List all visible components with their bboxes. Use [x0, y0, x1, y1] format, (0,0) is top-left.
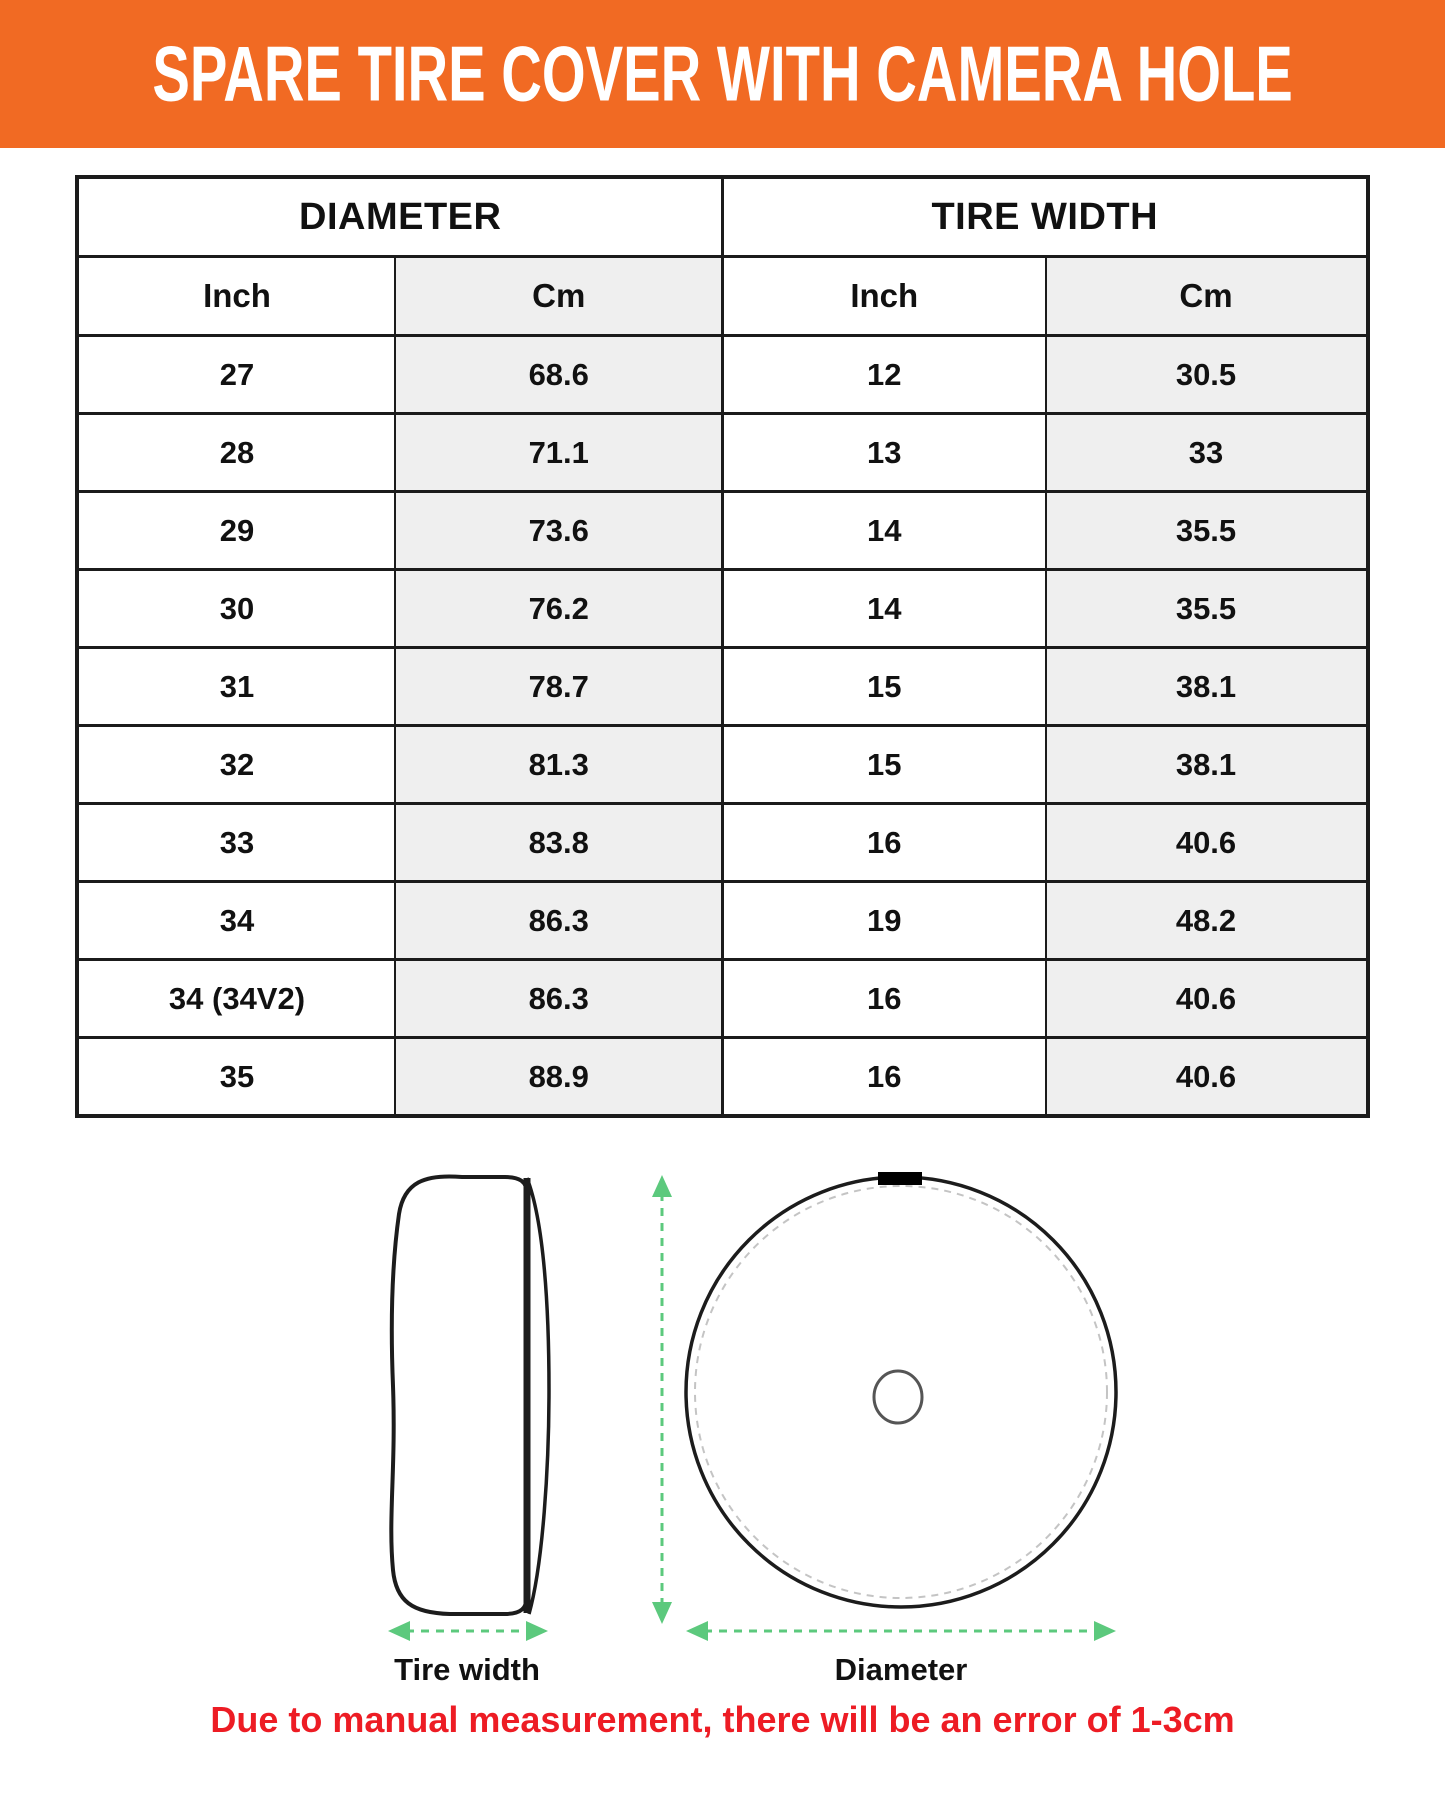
width-inch-cell: 13: [723, 414, 1046, 492]
table-row: [77, 726, 1367, 804]
diameter-cm-header: Cm: [395, 257, 722, 336]
diameter-inch-cell: 35: [77, 1038, 395, 1117]
tire-width-label: Tire width: [394, 1652, 540, 1687]
measurement-diagram: [0, 1118, 1445, 1693]
table-row: [77, 804, 1367, 882]
diameter-cm-cell: 83.8: [395, 804, 722, 882]
title-banner: [0, 0, 1445, 148]
measurement-disclaimer: Due to manual measurement, there will be an error of 1-3cm: [210, 1699, 1235, 1740]
diameter-inch-cell: 27: [77, 336, 395, 414]
width-inch-header: Inch: [723, 257, 1046, 336]
width-inch-cell: 14: [723, 492, 1046, 570]
tire-side-outline: [391, 1176, 527, 1614]
width-inch-cell: 19: [723, 882, 1046, 960]
diameter-inch-cell: 34: [77, 882, 395, 960]
width-inch-cell: 16: [723, 1038, 1046, 1117]
page-title: SPARE TIRE COVER WITH CAMERA HOLE: [152, 30, 1293, 118]
width-cm-cell: 33: [1046, 414, 1368, 492]
diameter-cm-cell: 78.7: [395, 648, 722, 726]
table-group-header-row: [77, 177, 1367, 257]
width-cm-cell: 35.5: [1046, 492, 1368, 570]
diameter-label: Diameter: [834, 1652, 968, 1687]
width-cm-cell: 38.1: [1046, 726, 1368, 804]
table-row: [77, 492, 1367, 570]
table-column-header-row: [77, 257, 1367, 336]
size-chart-table: [75, 175, 1369, 1118]
width-inch-cell: 14: [723, 570, 1046, 648]
table-row: [77, 648, 1367, 726]
tire-width-group-header: TIRE WIDTH: [723, 177, 1368, 257]
diameter-inch-cell: 30: [77, 570, 395, 648]
table-row: [77, 882, 1367, 960]
width-inch-cell: 12: [723, 336, 1046, 414]
diameter-inch-cell: 29: [77, 492, 395, 570]
width-cm-cell: 40.6: [1046, 804, 1368, 882]
width-cm-header: Cm: [1046, 257, 1368, 336]
diameter-inch-cell: 32: [77, 726, 395, 804]
table-row: [77, 336, 1367, 414]
width-cm-cell: 48.2: [1046, 882, 1368, 960]
width-cm-cell: 40.6: [1046, 960, 1368, 1038]
diameter-inch-header: Inch: [77, 257, 395, 336]
width-cm-cell: 38.1: [1046, 648, 1368, 726]
table-row: [77, 570, 1367, 648]
tire-side-view: [391, 1176, 549, 1614]
diameter-inch-cell: 31: [77, 648, 395, 726]
width-inch-cell: 15: [723, 648, 1046, 726]
tire-width-arrow: [388, 1621, 548, 1641]
top-notch: [878, 1172, 922, 1185]
width-cm-cell: 40.6: [1046, 1038, 1368, 1117]
tire-front-view: [686, 1172, 1116, 1607]
table-row: [77, 1038, 1367, 1117]
diameter-cm-cell: 71.1: [395, 414, 722, 492]
diameter-inch-cell: 34 (34V2): [77, 960, 395, 1038]
diameter-arrow: [686, 1621, 1116, 1641]
width-cm-cell: 35.5: [1046, 570, 1368, 648]
vertical-diameter-arrow: [652, 1175, 672, 1624]
diameter-cm-cell: 68.6: [395, 336, 722, 414]
camera-hole: [874, 1371, 922, 1423]
width-inch-cell: 15: [723, 726, 1046, 804]
diameter-inch-cell: 33: [77, 804, 395, 882]
table-row: [77, 414, 1367, 492]
table-row: [77, 960, 1367, 1038]
width-inch-cell: 16: [723, 804, 1046, 882]
width-inch-cell: 16: [723, 960, 1046, 1038]
diameter-cm-cell: 73.6: [395, 492, 722, 570]
diameter-cm-cell: 76.2: [395, 570, 722, 648]
diameter-inch-cell: 28: [77, 414, 395, 492]
width-cm-cell: 30.5: [1046, 336, 1368, 414]
diameter-cm-cell: 81.3: [395, 726, 722, 804]
diameter-cm-cell: 86.3: [395, 882, 722, 960]
diameter-group-header: DIAMETER: [77, 177, 722, 257]
diameter-cm-cell: 88.9: [395, 1038, 722, 1117]
diameter-cm-cell: 86.3: [395, 960, 722, 1038]
